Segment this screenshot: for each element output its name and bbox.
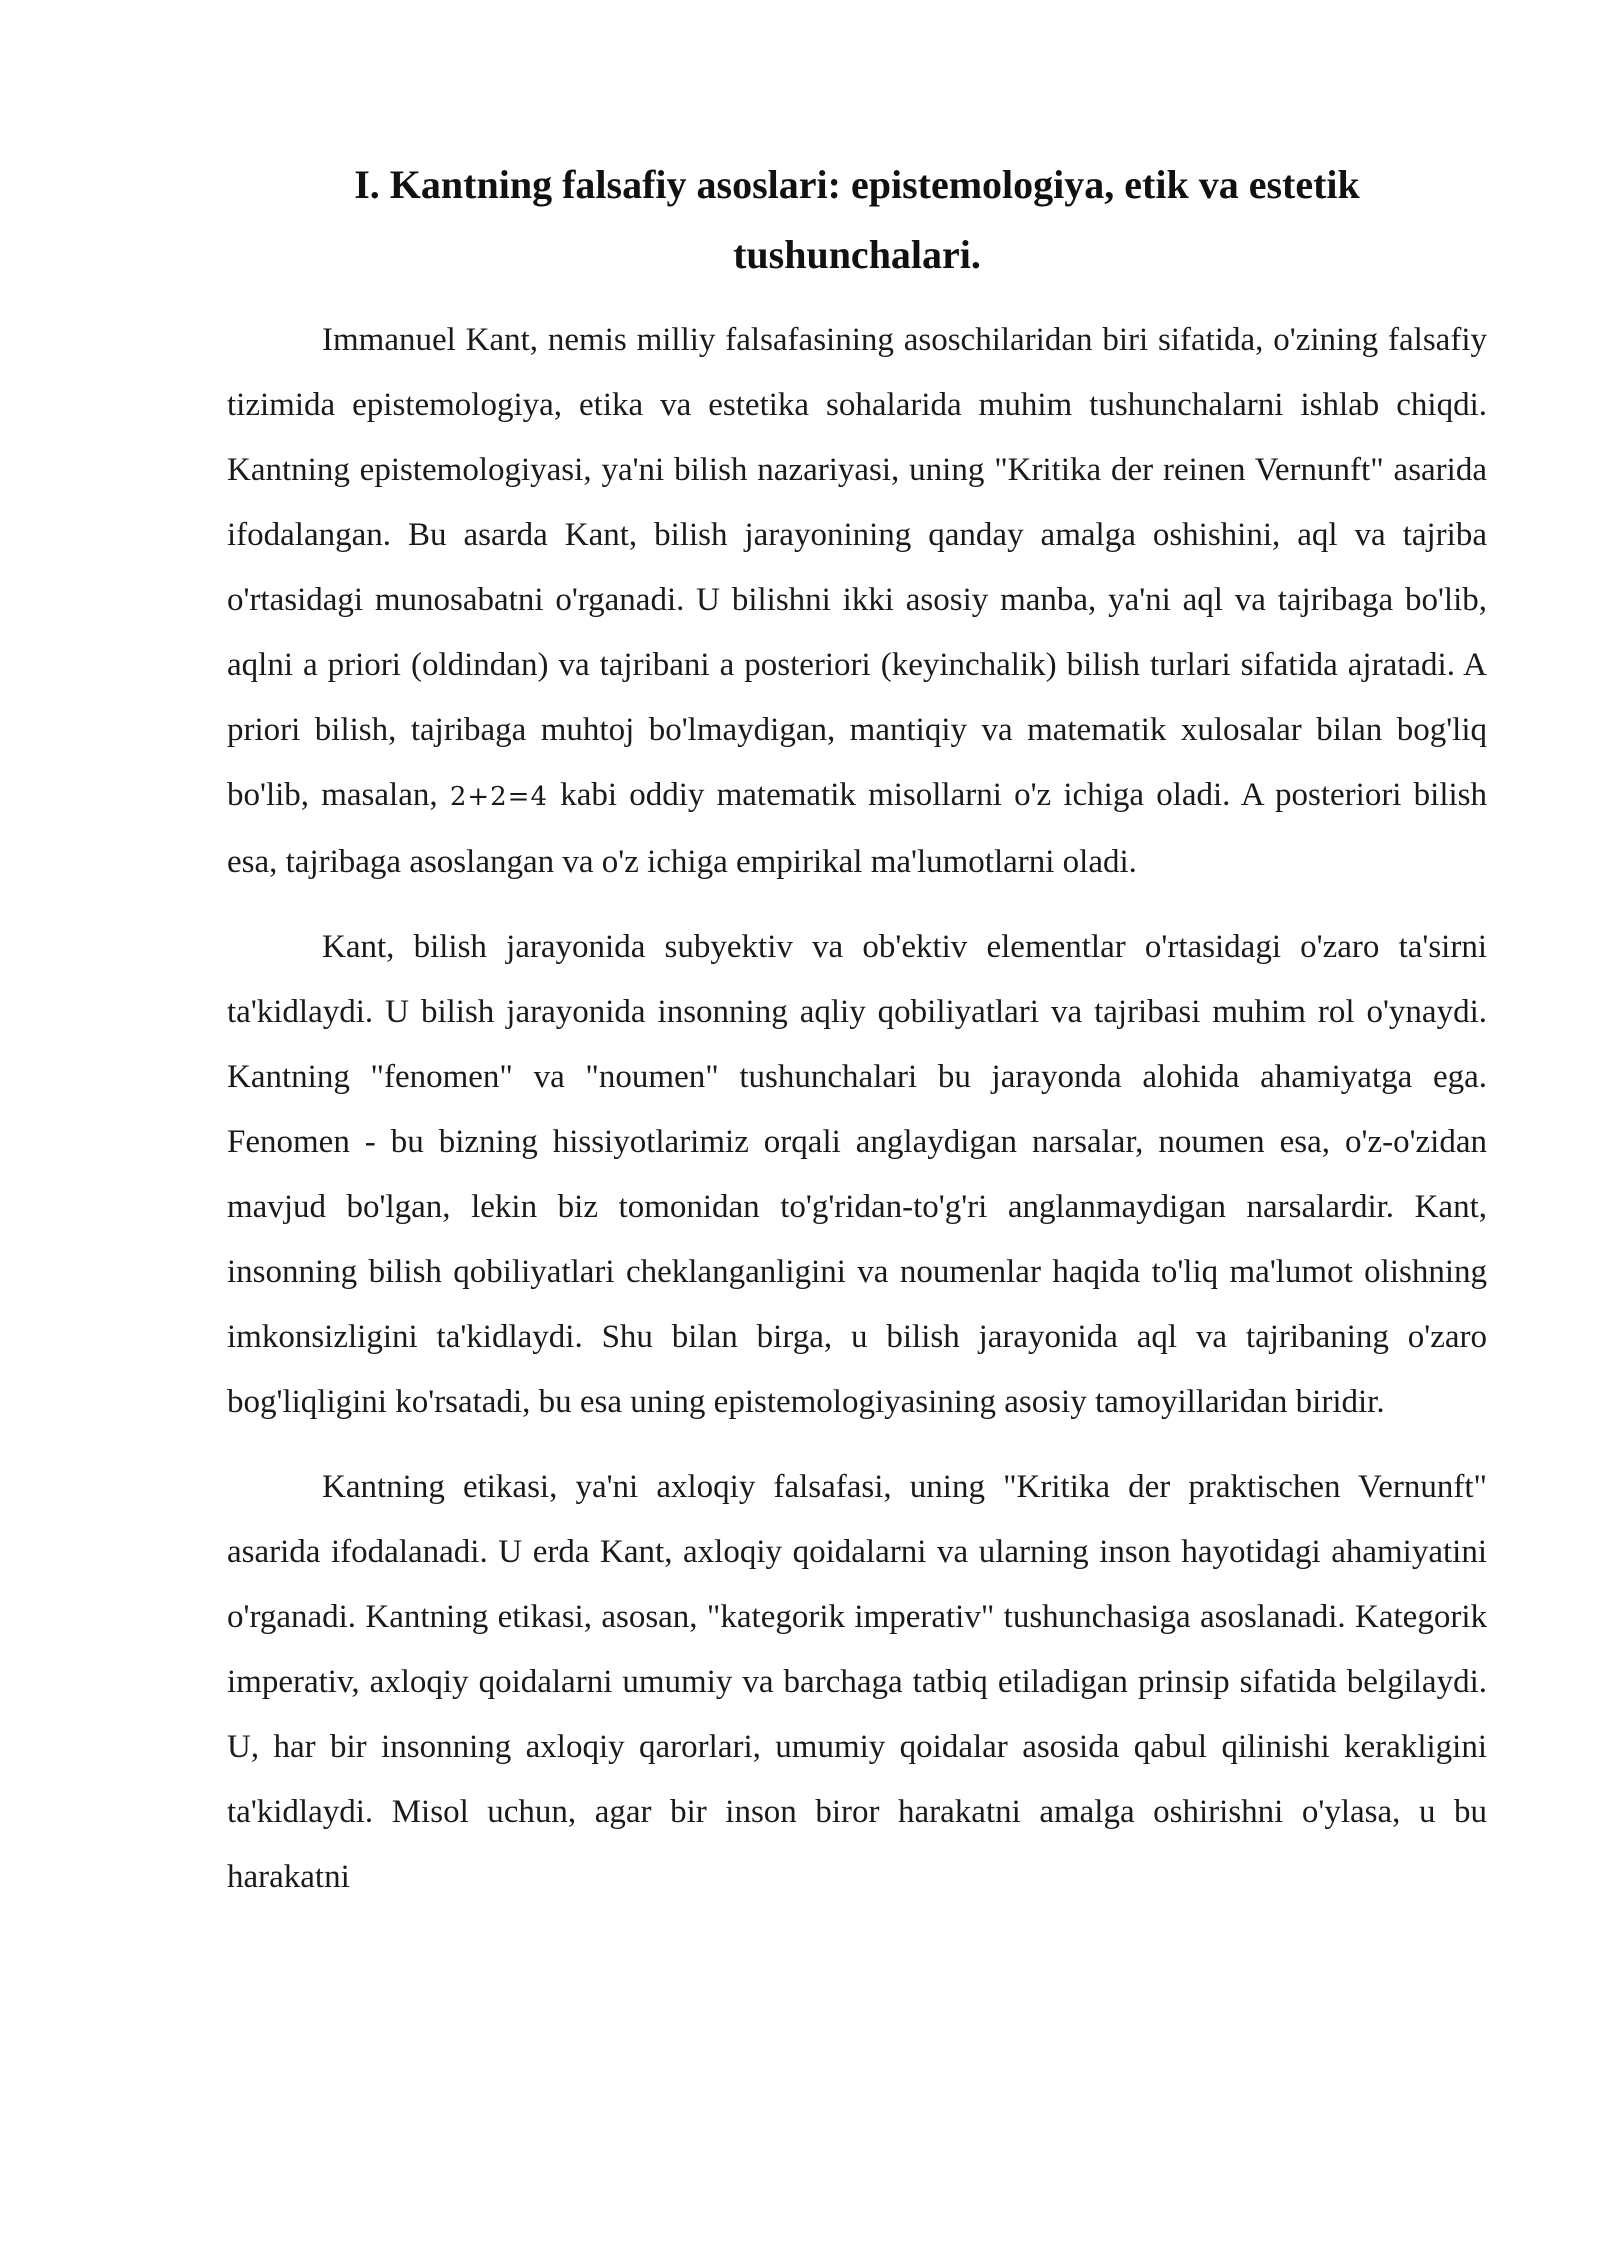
paragraph-ethics: Kantning etikasi, ya'ni axloqiy falsafasi, uning "Kritika der praktischen Vernunft" asarida ifodalanadi. U erda Kant, axloqiy qoidalarni va ularning inson hayotidagi ahamiyatini o'rganadi. Kantning etikasi, asosan, "kategorik imperativ" tushunchasiga asoslanadi. Kategorik imperativ, axloqiy qoidalarni umumiy va barchaga tatbiq etiladigan prinsip sifatida belgilaydi. U, har bir insonning axloqiy qarorlari, umumiy qoidalar asosida qabul qilinishi kerakligini ta'kidlaydi. Misol uchun, agar bir inson biror harakatni amalga oshirishni o'ylasa, u bu harakatni (227, 1469, 1487, 1895)
paragraph-epistemology (227, 308, 1487, 895)
paragraph-1-text-end: kabi oddiy matematik misollarni o'z ichiga oladi. A posteriori bilish esa, tajribaga asoslangan va o'z ichiga empirikal ma'lumotlarni oladi. (227, 777, 1488, 880)
paragraph-phenomenon-noumenon: Kant, bilish jarayonida subyektiv va ob'ektiv elementlar o'rtasidagi o'zaro ta'sirni ta'kidlaydi. U bilish jarayonida insonning aqliy qobiliyatlari va tajribasi muhim rol o'ynaydi. Kantning "fenomen" va "noumen" tushunchalari bu jarayonda alohida ahamiyatga ega. Fenomen - bu bizning hissiyotlarimiz orqali anglaydigan narsalar, noumen esa, o'z-o'zidan mavjud bo'lgan, lekin biz tomonidan to'g'ridan-to'g'ri anglanmaydigan narsalardir. Kant, insonning bilish qobiliyatlari cheklanganligini va noumenlar haqida to'liq ma'lumot olishning imkonsizligini ta'kidlaydi. Shu bilan birga, u bilish jarayonida aql va tajribaning o'zaro bog'liqligini ko'rsatadi, bu esa uning epistemologiyasining asosiy tamoyillaridan biridir. (227, 929, 1487, 1420)
math-expression: 2+2=4 (449, 782, 549, 812)
heading-line-1: I. Kantning falsafiy asoslari: epistemologiya, etik va estetik (354, 162, 1360, 207)
paragraph-1-text-start: Immanuel Kant, nemis milliy falsafasining asoschilaridan biri sifatida, o'zining falsafiy tizimida epistemologiya, etika va estetika sohalarida muhim tushunchalarni ishlab chiqdi. Kantning epistemologiyasi, ya'ni bilish nazariyasi, uning "Kritika der reinen Vernunft" asarida ifodalangan. Bu asarda Kant, bilish jarayonining qanday amalga oshishini, aql va tajriba o'rtasidagi munosabatni o'rganadi. U bilishni ikki asosiy manba, ya'ni aql va tajribaga bo'lib, aqlni a priori (oldindan) va tajribani a posteriori (keyinchalik) bilish turlari sifatida ajratadi. A priori bilish, tajribaga muhtoj bo'lmaydigan, mantiqiy va matematik xulosalar bilan bog'liq bo'lib, masalan, (227, 322, 1487, 813)
section-heading (227, 150, 1487, 290)
heading-line-2: tushunchalari. (733, 232, 981, 277)
